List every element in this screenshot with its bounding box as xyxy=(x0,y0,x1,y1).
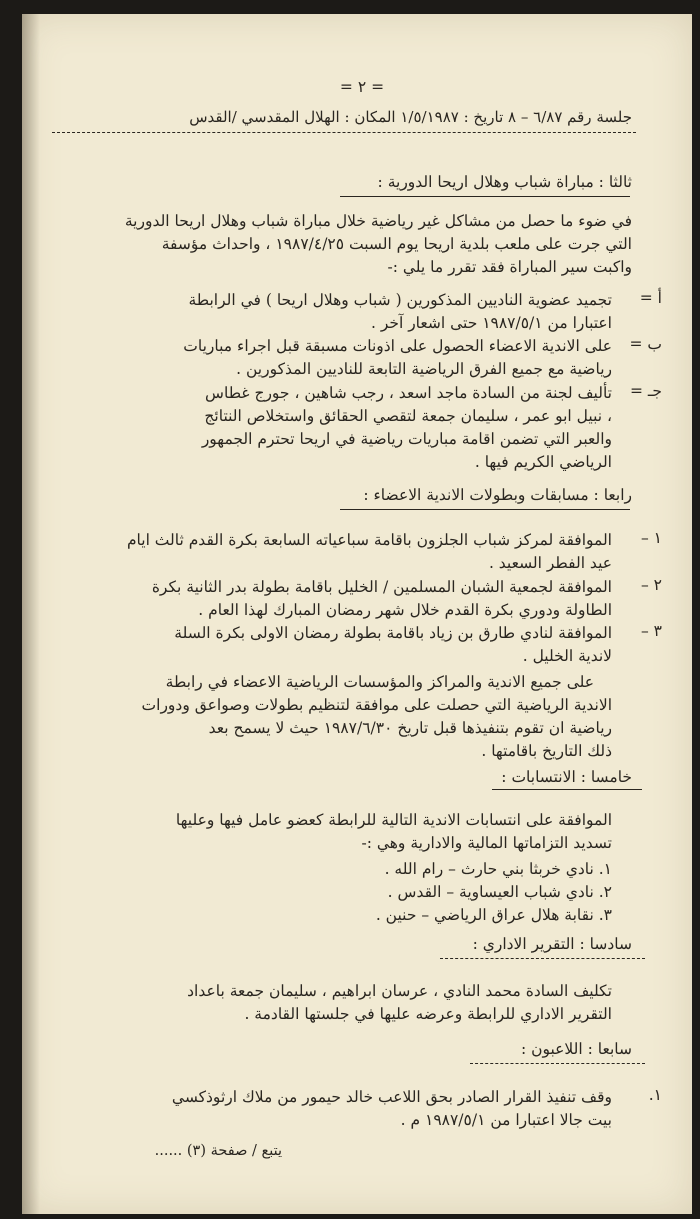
section7-line: وقف تنفيذ القرار الصادر بحق اللاعب خالد حيمور من ملاك ارثوذكسي xyxy=(171,1088,612,1106)
item-line: والعبر التي تضمن اقامة مباريات رياضية في اريحا تحترم الجمهور xyxy=(201,430,612,448)
item-label: ١ – xyxy=(640,529,662,547)
item-line: لاندية الخليل . xyxy=(522,647,612,665)
club-item: ٣. نقابة هلال عراق الرياضي – حنين . xyxy=(375,906,612,924)
note-line: ذلك التاريخ باقامتها . xyxy=(481,742,612,760)
item-label: ٢ – xyxy=(640,576,662,594)
section5-line: الموافقة على انتسابات الاندية التالية للرابطة كعضو عامل فيها وعليها xyxy=(175,811,612,829)
section4-title: رابعا : مسابقات وبطولات الاندية الاعضاء : xyxy=(363,486,632,504)
section7-title-underline xyxy=(470,1063,645,1064)
item-label: أ = xyxy=(639,289,662,307)
section5-title-underline xyxy=(492,789,642,790)
section3-intro-line: في ضوء ما حصل من مشاكل غير رياضية خلال مباراة شباب وهلال اريحا الدورية xyxy=(124,212,632,230)
note-line: رياضية ان تقوم بتنفيذها قبل تاريخ ١٩٨٧/٦/٣٠ حيث لا يسمح بعد xyxy=(208,719,612,737)
item-line: تجميد عضوية الناديين المذكورين ( شباب وهلال اريحا ) في الرابطة xyxy=(188,291,612,309)
section5-title: خامسا : الانتسابات : xyxy=(501,768,632,786)
section3-title-underline xyxy=(340,196,630,197)
item-line: اعتبارا من ١٩٨٧/٥/١ حتى اشعار آخر . xyxy=(370,314,612,332)
section6-line: تكليف السادة محمد النادي ، عرسان ابراهيم ، سليمان جمعة باعداد xyxy=(187,982,612,1000)
item-label: ب = xyxy=(629,335,662,353)
note-line: على جميع الاندية والمراكز والمؤسسات الرياضية الاعضاء في رابطة xyxy=(165,673,594,691)
continuation-note: يتبع / صفحة (٣) ...... xyxy=(154,1143,282,1159)
item-label: ٣ – xyxy=(640,622,662,640)
item-line: تأليف لجنة من السادة ماجد اسعد ، رجب شاهين ، جورج غطاس xyxy=(205,384,612,402)
section7-line: بيت جالا اعتبارا من ١٩٨٧/٥/١ م . xyxy=(400,1111,612,1129)
section7-title: سابعا : اللاعبون : xyxy=(520,1040,632,1058)
item-label: جـ = xyxy=(629,382,662,400)
note-line: الاندية الرياضية التي حصلت على موافقة لتنظيم بطولات وصواعق ودورات xyxy=(141,696,612,714)
item-line: الرياضي الكريم فيها . xyxy=(474,453,612,471)
header-rule xyxy=(52,132,636,133)
item-line: الموافقة لنادي طارق بن زياد باقامة بطولة رمضان الاولى بكرة السلة xyxy=(174,624,612,642)
section5-line: تسديد التزاماتها المالية والادارية وهي :- xyxy=(361,834,612,852)
item-line: رياضية مع جميع الفرق الرياضية التابعة للناديين المذكورين . xyxy=(236,360,612,378)
item-line: الموافقة لجمعية الشبان المسلمين / الخليل باقامة بطولة بدر الثانية بكرة xyxy=(151,578,612,596)
section3-intro-line: التي جرت على ملعب بلدية اريحا يوم السبت ١٩٨٧/٤/٢٥ ، واحداث مؤسفة xyxy=(161,235,632,253)
section6-line: التقرير الاداري للرابطة وعرضه عليها في جلستها القادمة . xyxy=(244,1005,612,1023)
item-line: عيد الفطر السعيد . xyxy=(488,554,612,572)
item-label: ١. xyxy=(648,1086,662,1104)
document-page xyxy=(22,14,692,1214)
page-number: = ٢ = xyxy=(339,78,385,96)
item-line: الطاولة ودوري بكرة القدم خلال شهر رمضان المبارك لهذا العام . xyxy=(198,601,612,619)
item-line: ، نبيل ابو عمر ، سليمان جمعة لتقصي الحقائق واستخلاص النتائج xyxy=(204,407,612,425)
section3-title: ثالثا : مباراة شباب وهلال اريحا الدورية : xyxy=(377,173,632,191)
section6-title-underline xyxy=(440,958,645,959)
item-line: الموافقة لمركز شباب الجلزون باقامة سباعياته السابعة بكرة القدم ثالث ايام xyxy=(126,531,612,549)
section4-title-underline xyxy=(340,509,630,510)
meeting-header: جلسة رقم ٦/٨٧ – ٨ تاريخ : ١/٥/١٩٨٧ المكان : الهلال المقدسي /القدس xyxy=(189,108,632,126)
club-item: ١. نادي خربثا بني حارث – رام الله . xyxy=(384,860,612,878)
section6-title: سادسا : التقرير الاداري : xyxy=(472,935,632,953)
item-line: على الاندية الاعضاء الحصول على اذونات مسبقة قبل اجراء مباريات xyxy=(183,337,612,355)
section3-intro-line: واكبت سير المباراة فقد تقرر ما يلي :- xyxy=(387,258,632,276)
club-item: ٢. نادي شباب العيساوية – القدس . xyxy=(387,883,612,901)
